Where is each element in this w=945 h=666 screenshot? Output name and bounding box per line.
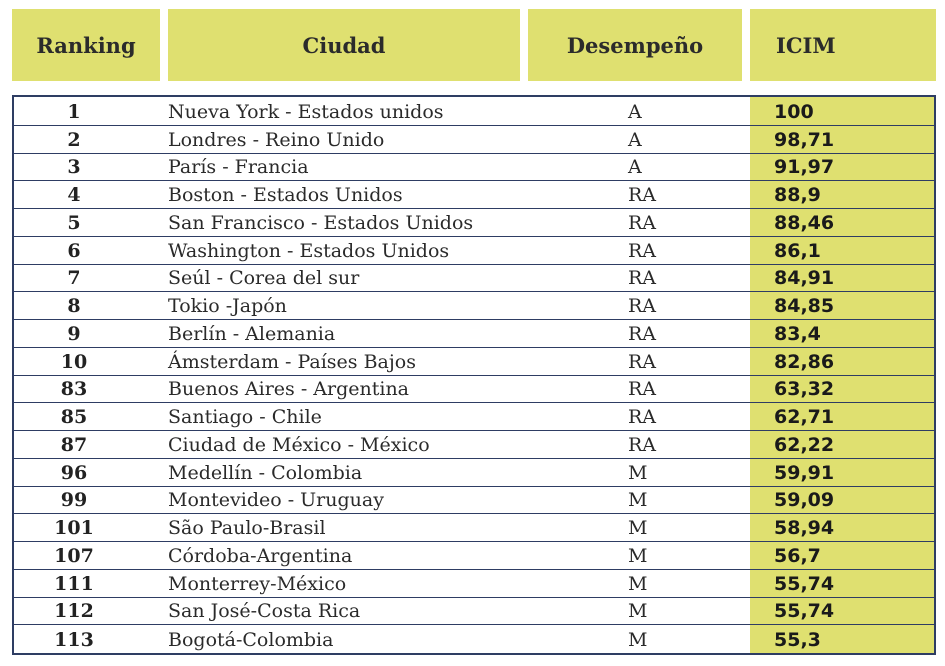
ciudad-cell: Berlín - Alemania	[168, 322, 336, 345]
ranking-cell: 111	[54, 572, 94, 595]
ranking-cell: 112	[54, 600, 94, 623]
ranking-cell: 85	[60, 406, 88, 428]
ciudad-cell: São Paulo-Brasil	[168, 517, 326, 539]
desempeno-cell: M	[628, 572, 648, 595]
desempeno-cell: RA	[628, 350, 657, 373]
ciudad-cell: Londres - Reino Unido	[168, 128, 385, 151]
icim-cell: 62,71	[774, 406, 835, 428]
ciudad-cell: Medellín - Colombia	[168, 461, 363, 484]
icim-cell: 86,1	[774, 239, 821, 262]
icim-cell: 84,91	[774, 267, 835, 290]
table-frame	[12, 95, 936, 655]
icim-cell: 55,3	[774, 629, 821, 651]
desempeno-cell: M	[628, 517, 648, 539]
ciudad-cell: Washington - Estados Unidos	[168, 239, 450, 262]
ciudad-cell: Seúl - Corea del sur	[168, 267, 360, 290]
desempeno-cell: RA	[628, 322, 657, 345]
icim-cell: 62,22	[774, 433, 835, 456]
ranking-cell: 113	[54, 629, 94, 651]
desempeno-cell: RA	[628, 239, 657, 262]
desempeno-cell: M	[628, 489, 648, 512]
header-desempeno: Desempeño	[528, 9, 742, 81]
ciudad-cell: San Francisco - Estados Unidos	[168, 211, 474, 234]
ranking-cell: 7	[67, 267, 81, 290]
desempeno-cell: A	[628, 100, 642, 123]
desempeno-cell: M	[628, 600, 648, 623]
desempeno-cell: RA	[628, 433, 657, 456]
desempeno-cell: A	[628, 128, 642, 151]
ciudad-cell: Nueva York - Estados unidos	[168, 100, 444, 123]
icim-cell: 56,7	[774, 544, 821, 567]
icim-cell: 55,74	[774, 600, 835, 623]
icim-cell: 91,97	[774, 156, 835, 179]
icim-cell: 82,86	[774, 350, 835, 373]
desempeno-cell: RA	[628, 211, 657, 234]
ranking-cell: 3	[67, 156, 81, 179]
ranking-cell: 10	[60, 350, 88, 373]
ciudad-cell: Buenos Aires - Argentina	[168, 378, 410, 401]
ranking-cell: 83	[60, 378, 88, 401]
ranking-cell: 8	[67, 295, 81, 317]
ranking-cell: 101	[54, 517, 94, 539]
ranking-cell: 2	[67, 128, 81, 151]
ranking-cell: 96	[60, 461, 88, 484]
desempeno-cell: RA	[628, 295, 657, 317]
desempeno-cell: RA	[628, 378, 657, 401]
desempeno-cell: RA	[628, 406, 657, 428]
ciudad-cell: Santiago - Chile	[168, 406, 322, 428]
ranking-cell: 9	[67, 322, 81, 345]
ciudad-cell: San José-Costa Rica	[168, 600, 361, 623]
ranking-cell: 6	[67, 239, 81, 262]
ciudad-cell: Montevideo - Uruguay	[168, 489, 384, 512]
desempeno-cell: M	[628, 544, 648, 567]
icim-cell: 88,9	[774, 184, 821, 206]
ciudad-cell: Boston - Estados Unidos	[168, 184, 403, 206]
icim-cell: 58,94	[774, 517, 835, 539]
ciudad-cell: Monterrey-México	[168, 572, 347, 595]
ciudad-cell: Ciudad de México - México	[168, 433, 430, 456]
desempeno-cell: M	[628, 629, 648, 651]
ranking-cell: 4	[67, 184, 81, 206]
icim-cell: 100	[774, 100, 814, 123]
icim-cell: 88,46	[774, 211, 835, 234]
header-ranking: Ranking	[12, 9, 160, 81]
ranking-table	[12, 95, 936, 655]
ranking-cell: 1	[67, 100, 81, 123]
desempeno-cell: RA	[628, 184, 657, 206]
icim-cell: 55,74	[774, 572, 835, 595]
desempeno-cell: RA	[628, 267, 657, 290]
desempeno-cell: M	[628, 461, 648, 484]
ciudad-cell: París - Francia	[168, 156, 309, 179]
ranking-cell: 99	[60, 489, 88, 512]
icim-cell: 59,91	[774, 461, 835, 484]
icim-cell: 98,71	[774, 128, 835, 151]
icim-cell: 59,09	[774, 489, 835, 512]
ciudad-cell: Córdoba-Argentina	[168, 544, 353, 567]
ranking-cell: 87	[60, 433, 88, 456]
ranking-cell: 107	[54, 544, 94, 567]
ciudad-cell: Ámsterdam - Países Bajos	[168, 350, 416, 373]
icim-cell: 84,85	[774, 295, 835, 317]
ciudad-cell: Tokio -Japón	[168, 295, 287, 317]
desempeno-cell: A	[628, 156, 642, 179]
header-ciudad: Ciudad	[168, 9, 520, 81]
ciudad-cell: Bogotá-Colombia	[168, 629, 334, 651]
icim-cell: 83,4	[774, 322, 821, 345]
header-icim: ICIM	[750, 9, 936, 81]
icim-cell: 63,32	[774, 378, 835, 401]
ranking-cell: 5	[67, 211, 81, 234]
